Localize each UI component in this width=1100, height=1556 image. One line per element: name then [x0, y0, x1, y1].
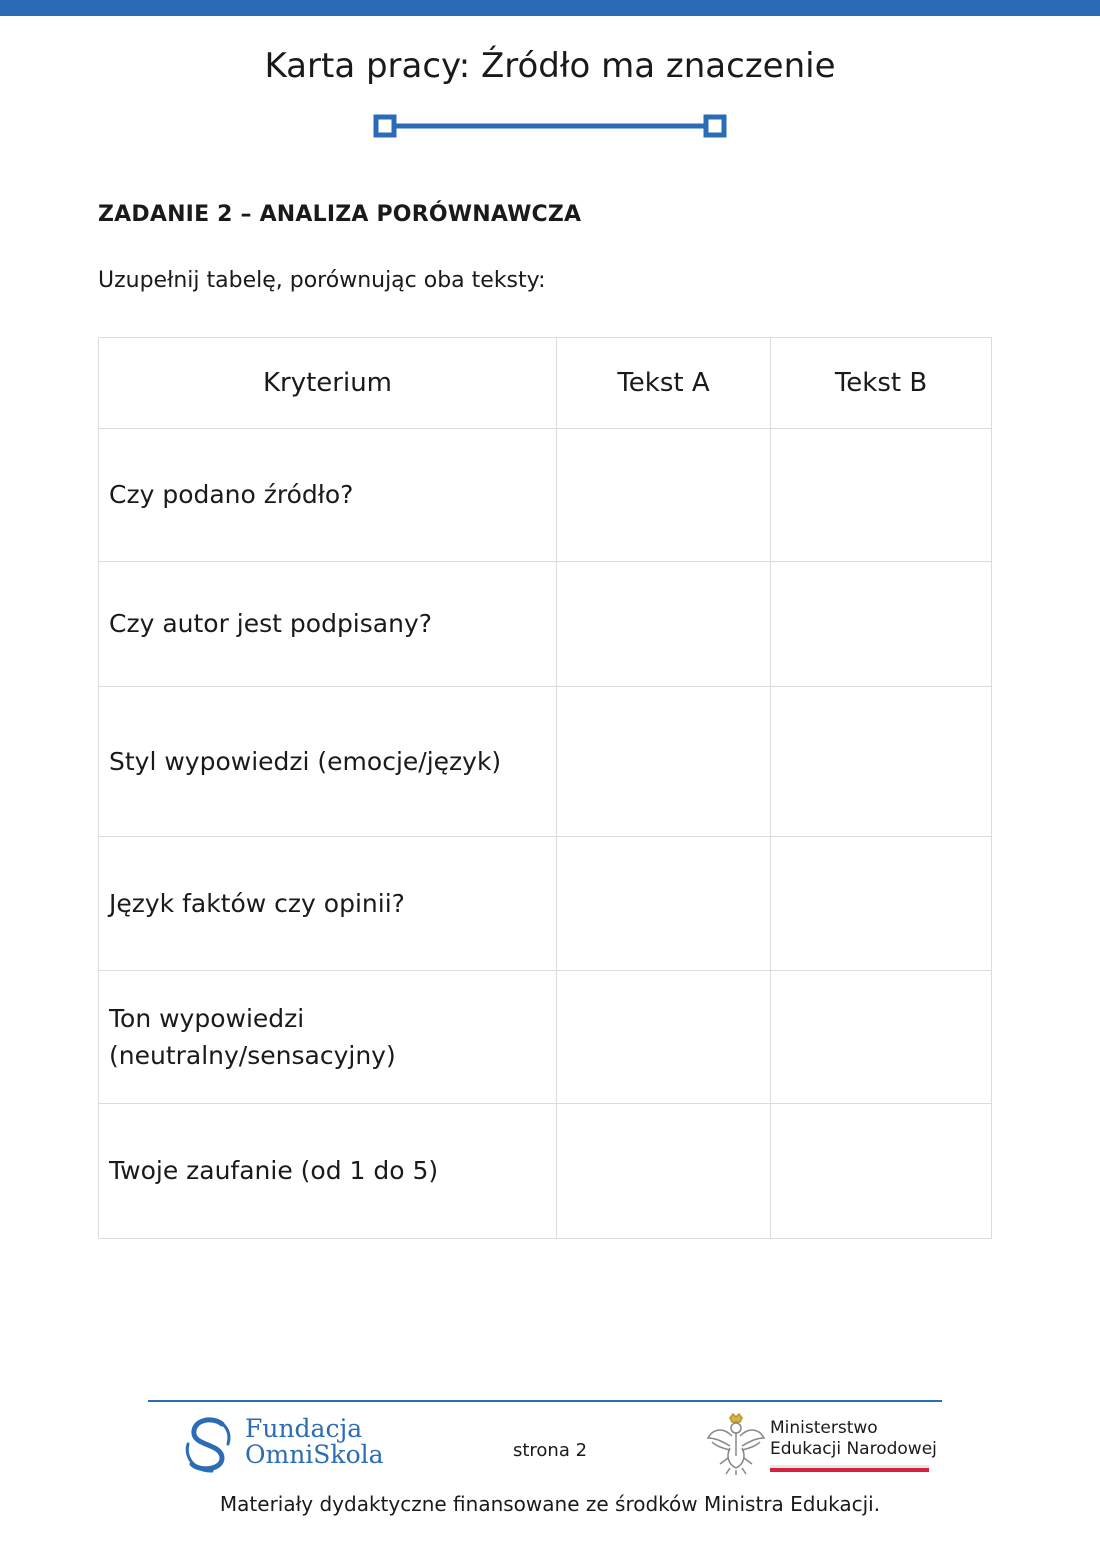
table-row [99, 429, 992, 562]
foundation-name-line1: Fundacja [245, 1414, 363, 1443]
text-a-cell[interactable] [557, 687, 771, 837]
instruction-text: Uzupełnij tabelę, porównując oba teksty: [98, 268, 546, 293]
criterion-cell [99, 1104, 557, 1239]
table-row [99, 971, 992, 1104]
criterion-cell [99, 837, 557, 971]
criterion-label: Czy autor jest podpisany? [109, 609, 433, 639]
ministry-name-line2: Edukacji Narodowej [770, 1439, 937, 1459]
criterion-cell [99, 687, 557, 837]
table-row [99, 1104, 992, 1239]
text-a-cell[interactable] [557, 837, 771, 971]
text-b-cell[interactable] [771, 562, 992, 687]
eagle-emblem-icon [706, 1412, 766, 1476]
foundation-name-line2: OmniSkola [245, 1440, 384, 1469]
criterion-cell [99, 562, 557, 687]
page-number: strona 2 [512, 1440, 588, 1461]
criterion-label-line1: Ton wypowiedzi [109, 1003, 305, 1033]
ministry-name [770, 1418, 937, 1460]
ministry-name-line1: Ministerstwo [770, 1418, 878, 1438]
criterion-cell [99, 971, 557, 1104]
text-b-cell[interactable] [771, 1104, 992, 1239]
top-accent-bar [0, 0, 1100, 16]
text-a-cell[interactable] [557, 971, 771, 1104]
comparison-table [98, 337, 992, 1239]
criterion-label: Twoje zaufanie (od 1 do 5) [109, 1156, 439, 1186]
table-row [99, 837, 992, 971]
text-a-cell[interactable] [557, 429, 771, 562]
section-heading: ZADANIE 2 – ANALIZA PORÓWNAWCZA [98, 202, 582, 227]
text-b-cell[interactable] [771, 687, 992, 837]
footer-divider [148, 1400, 942, 1402]
funding-note: Materiały dydaktyczne finansowane ze środków Ministra Edukacji. [219, 1492, 881, 1516]
text-a-cell[interactable] [557, 1104, 771, 1239]
page-title: Karta pracy: Źródło ma znaczenie [264, 46, 836, 86]
text-a-cell[interactable] [557, 562, 771, 687]
text-b-cell[interactable] [771, 971, 992, 1104]
table-header-row [99, 338, 992, 429]
criterion-cell [99, 429, 557, 562]
criterion-label: Styl wypowiedzi (emocje/język) [109, 746, 502, 776]
text-b-cell[interactable] [771, 429, 992, 562]
header-criterion: Kryterium [99, 338, 557, 429]
table-row [99, 687, 992, 837]
header-text-b: Tekst B [771, 338, 992, 429]
table-row [99, 562, 992, 687]
flag-stripe-red [770, 1468, 929, 1472]
criterion-label-line2: (neutralny/sensacyjny) [109, 1041, 396, 1070]
foundation-name [245, 1416, 384, 1468]
criterion-label: Czy podano źródło? [109, 480, 354, 510]
text-b-cell[interactable] [771, 837, 992, 971]
criterion-label: Język faktów czy opinii? [109, 888, 405, 918]
header-text-a: Tekst A [557, 338, 771, 429]
title-divider [372, 113, 728, 139]
foundation-logo-icon [178, 1414, 240, 1476]
